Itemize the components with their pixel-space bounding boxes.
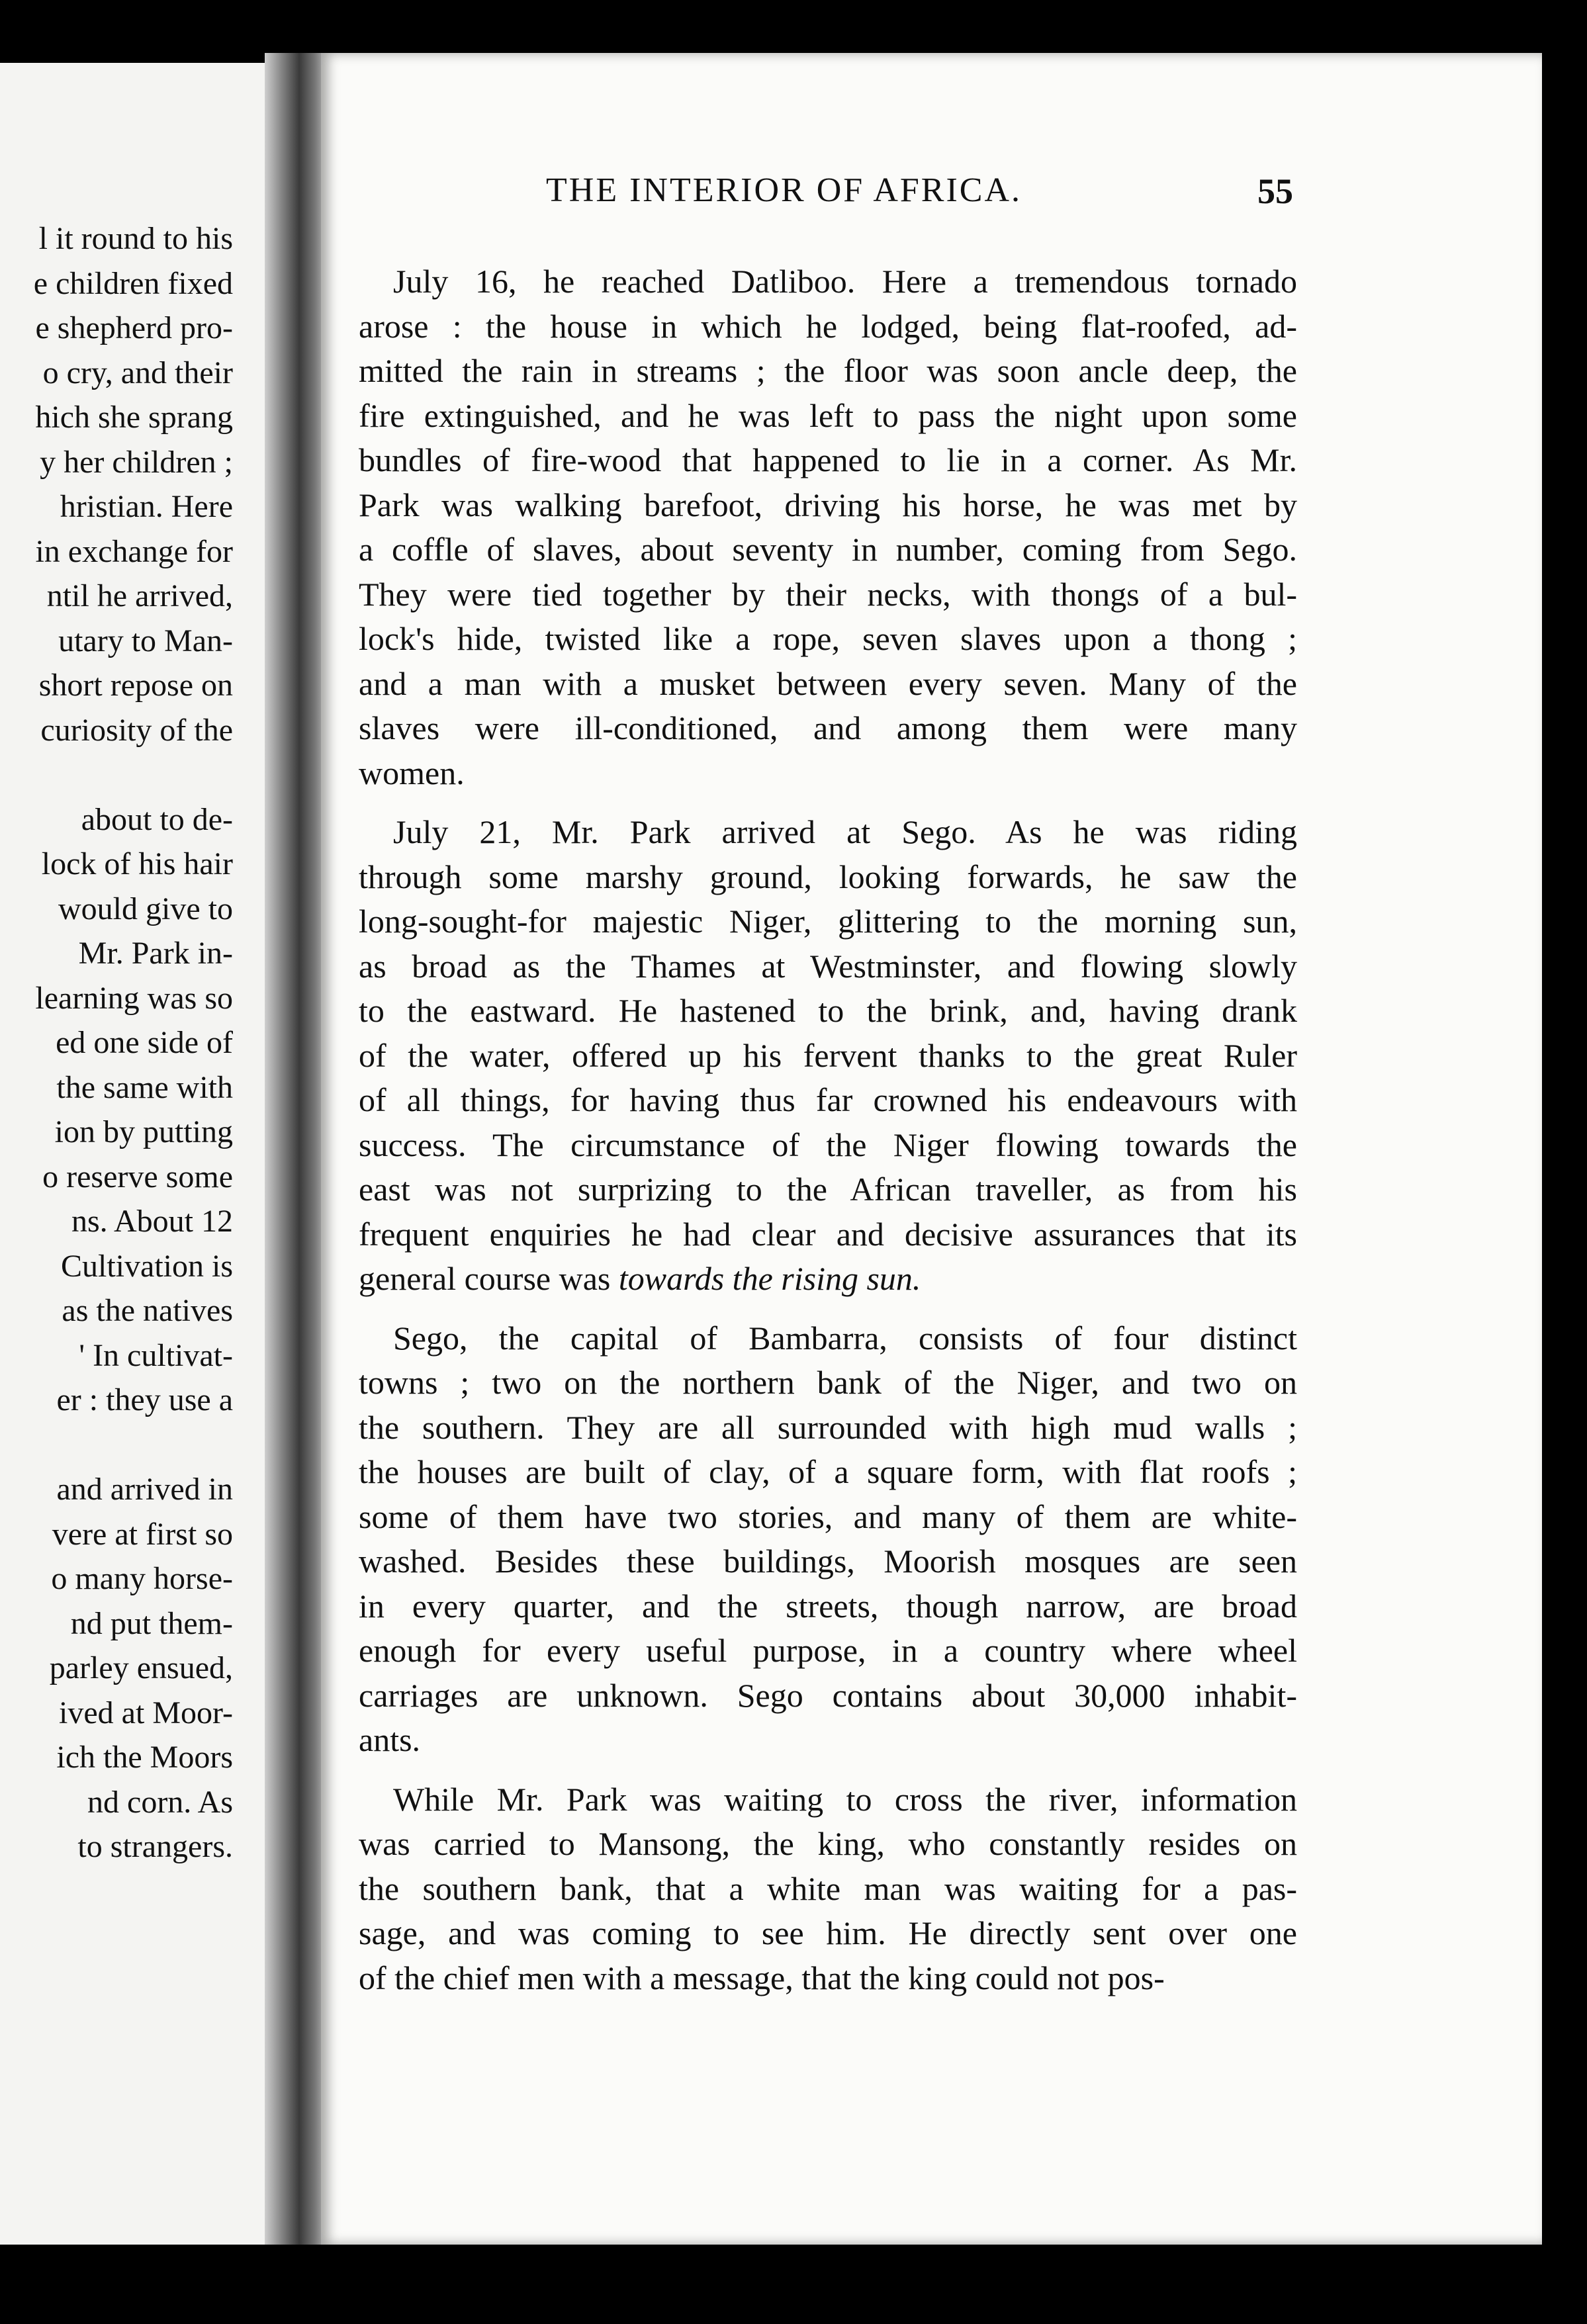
facing-page-line: as the natives <box>62 1293 233 1328</box>
text-line: They were tied together by their necks, with thongs of a bul- <box>359 575 1297 613</box>
text-line: While Mr. Park was waiting to cross the river, information <box>393 1780 1297 1818</box>
facing-page-line: parley ensued, <box>49 1650 233 1685</box>
text-line: enough for every useful purpose, in a country where wheel <box>359 1632 1297 1669</box>
text-line: was carried to Mansong, the king, who constantly resides on <box>359 1825 1297 1862</box>
text-line: July 16, he reached Datliboo. Here a tremendous tornado <box>393 263 1297 300</box>
paragraph <box>359 1777 1297 2001</box>
text-line: Park was walking barefoot, driving his horse, he was met by <box>359 486 1297 523</box>
facing-page-line: short repose on <box>38 668 233 703</box>
text-line: as broad as the Thames at Westminster, and flowing slowly <box>359 947 1297 985</box>
facing-page-line: lock of his hair <box>41 846 233 881</box>
text-line: July 21, Mr. Park arrived at Sego. As he was riding <box>393 813 1297 850</box>
text-line: through some marshy ground, looking forwards, he saw the <box>359 858 1297 895</box>
page-number: 55 <box>1257 171 1293 211</box>
facing-page-line: y her children ; <box>40 444 233 480</box>
facing-page-line: e shepherd pro- <box>35 310 233 345</box>
text-line: women. <box>359 754 465 791</box>
text-line: long-sought-for majestic Niger, glittering to the morning sun, <box>359 903 1297 940</box>
text-line: bundles of fire-wood that happened to lie in a corner. As Mr. <box>359 441 1297 478</box>
body-text <box>359 259 1297 2000</box>
facing-page-line: ion by putting <box>54 1114 233 1149</box>
facing-page-line: o cry, and their <box>42 355 233 390</box>
facing-page-line: ed one side of <box>56 1025 233 1060</box>
paragraph-gap <box>359 1302 1297 1316</box>
facing-page-line: vere at first so <box>52 1516 233 1552</box>
text-line: mitted the rain in streams ; the floor was soon ancle deep, the <box>359 352 1297 389</box>
text-line: frequent enquiries he had clear and decisive assurances that its <box>359 1215 1297 1253</box>
scan-right-border <box>1542 53 1587 2245</box>
italic-phrase: towards the rising sun. <box>618 1260 921 1297</box>
facing-page-line: Mr. Park in- <box>78 936 233 971</box>
facing-page-line: o many horse- <box>51 1561 233 1596</box>
facing-page-line: the same with <box>56 1069 233 1105</box>
text-line: ants. <box>359 1721 421 1758</box>
text-line: some of them have two stories, and many of them are white- <box>359 1497 1297 1535</box>
facing-page-line: hristian. Here <box>60 489 233 524</box>
text-line: and a man with a musket between every seven. Many of the <box>359 664 1297 702</box>
facing-page-line: Cultivation is <box>60 1248 233 1284</box>
paragraph <box>359 1316 1297 1763</box>
facing-page-line: learning was so <box>35 980 233 1016</box>
text-line: of the chief men with a message, that the king could not pos- <box>359 1959 1165 1996</box>
facing-page-line: in exchange for <box>35 533 233 569</box>
paragraph-gap <box>359 1763 1297 1777</box>
facing-page-line: utary to Man- <box>58 623 233 658</box>
paragraph-gap <box>359 795 1297 810</box>
facing-page-line: nd put them- <box>70 1605 233 1641</box>
text-line: the southern. They are all surrounded with high mud walls ; <box>359 1408 1297 1446</box>
facing-page-line: would give to <box>58 891 233 926</box>
text-line: slaves were ill-conditioned, and among them were many <box>359 709 1297 746</box>
text-line: general course was towards the rising sun. <box>359 1260 921 1297</box>
facing-page-line: e children fixed <box>33 265 233 301</box>
running-head: THE INTERIOR OF AFRICA. <box>546 171 1022 209</box>
facing-page-line: curiosity of the <box>40 712 233 748</box>
text-line: washed. Besides these buildings, Moorish mosques are seen <box>359 1542 1297 1580</box>
text-line: of all things, for having thus far crowned his endeavours with <box>359 1081 1297 1118</box>
facing-page-line: nd corn. As <box>87 1784 233 1820</box>
text-line: the houses are built of clay, of a square form, with flat roofs ; <box>359 1453 1297 1490</box>
text-line: carriages are unknown. Sego contains about 30,000 inhabit- <box>359 1676 1297 1714</box>
text-line: Sego, the capital of Bambarra, consists of four distinct <box>393 1319 1297 1357</box>
scan-bottom-border <box>0 2245 1587 2324</box>
facing-page-line: about to de- <box>81 801 233 837</box>
text-line: success. The circumstance of the Niger flowing towards the <box>359 1126 1297 1163</box>
facing-page-line: and arrived in <box>56 1472 233 1507</box>
paragraph <box>359 259 1297 795</box>
facing-page-line: ' In cultivat- <box>79 1337 233 1373</box>
facing-page-line: ns. About 12 <box>71 1204 233 1239</box>
facing-page-line: l it round to his <box>38 221 233 256</box>
facing-page-line: to strangers. <box>77 1829 233 1864</box>
text-line: arose : the house in which he lodged, being flat-roofed, ad- <box>359 307 1297 345</box>
facing-page-line: ived at Moor- <box>59 1695 233 1730</box>
facing-page-line: hich she sprang <box>35 400 233 435</box>
facing-page-line: o reserve some <box>42 1159 233 1194</box>
text-line: sage, and was coming to see him. He directly sent over one <box>359 1914 1297 1951</box>
book-gutter <box>265 53 328 2250</box>
text-line: to the eastward. He hastened to the brink, and, having drank <box>359 992 1297 1029</box>
text-line: fire extinguished, and he was left to pass the night upon some <box>359 396 1297 434</box>
facing-page-line: er : they use a <box>56 1382 233 1417</box>
paragraph <box>359 810 1297 1302</box>
text-line: a coffle of slaves, about seventy in number, coming from Sego. <box>359 531 1297 568</box>
facing-page-line: ntil he arrived, <box>46 578 233 613</box>
text-line: lock's hide, twisted like a rope, seven slaves upon a thong ; <box>359 620 1297 657</box>
facing-page-line: ich the Moors <box>56 1740 233 1775</box>
text-line: towns ; two on the northern bank of the Niger, and two on <box>359 1364 1297 1401</box>
text-line: east was not surprizing to the African traveller, as from his <box>359 1171 1297 1208</box>
text-line: of the water, offered up his fervent thanks to the great Ruler <box>359 1036 1297 1074</box>
facing-page-fragment <box>0 63 277 2245</box>
text-line: the southern bank, that a white man was waiting for a pas- <box>359 1869 1297 1907</box>
text-line: in every quarter, and the streets, though narrow, are broad <box>359 1587 1297 1625</box>
